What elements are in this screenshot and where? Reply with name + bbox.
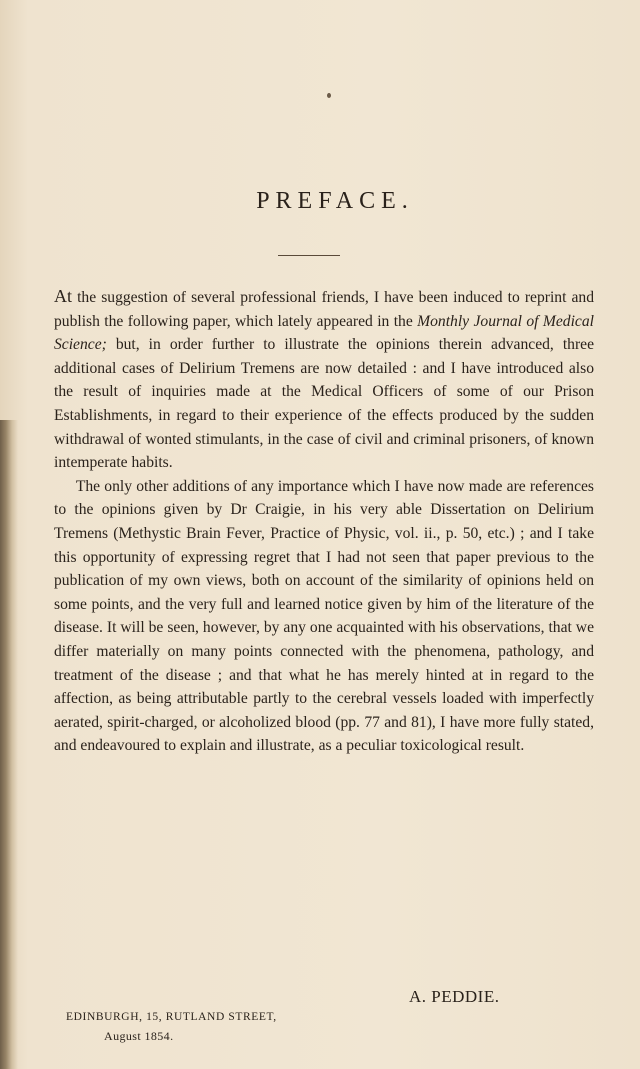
paragraph-1: [54, 285, 594, 475]
date-line: August 1854.: [104, 1029, 174, 1043]
binding-shadow: [0, 420, 18, 1069]
title-rule: [278, 255, 340, 256]
place-line: EDINBURGH, 15, RUTLAND STREET,: [66, 1011, 277, 1023]
ink-spot: [327, 93, 331, 98]
author-signature: A. PEDDIE.: [409, 987, 500, 1006]
journal-title: Monthly Journal of Medical Science;: [54, 312, 594, 354]
paragraph-2: The only other additions of any importance which I have now made are references to the opinions given by Dr Craigie, in his very able Dissertation on Delirium Tremens (Methystic Brain Fever, Practice of Physic, vol. ii., p. 50, etc.) ; and I take this opportunity of expressing regret that I had not seen that paper previous to the publication of my own views, both on account of the similarity of opinions held on some points, and the very full and learned notice given by him of the literature of the disease. It will be seen, however, by any one acquainted with his observations, that we differ materially on many points connected with the phenomena, pathology, and treatment of the disease ; and that what he has merely hinted at in regard to the affection, as being attributable partly to the cerebral vessels loaded with imperfectly aerated, spirit-charged, or alcoholized blood (pp. 77 and 81), I have more fully stated, and endeavoured to explain and illustrate, as a peculiar toxicological result.: [54, 477, 594, 755]
paragraph-1-text-a: the suggestion of several professional friends, I have been induced to reprint and publish the following paper, which lately appeared in the: [54, 289, 594, 330]
page-title: PREFACE.: [256, 188, 414, 214]
paragraph-1-lead: At: [54, 286, 72, 306]
paragraph-1-text-b: but, in order further to illustrate the opinions therein advanced, three additional cases of Delirium Tremens are now detailed : and I have introduced also the result of inquiries made at the Medical Officers of some of our Prison Establishments, in regard to their experience of the effects produced by the sudden withdrawal of wonted stimulants, in the case of civil and criminal prisoners, of known intemperate habits.: [54, 336, 594, 472]
preface-body: [54, 285, 594, 758]
